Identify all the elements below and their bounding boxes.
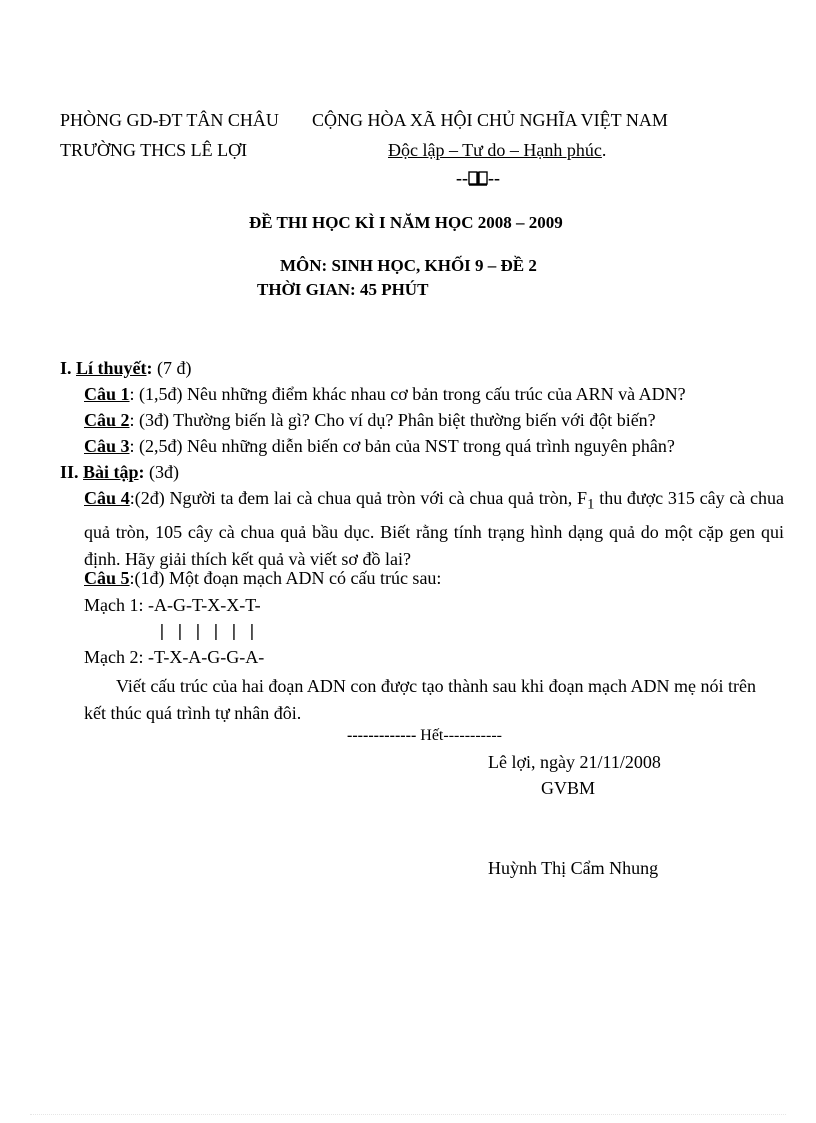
question-5-task: Viết cấu trúc của hai đoạn ADN con được tạo thành sau khi đoạn mạch ADN mẹ nói trên kết thúc quá trình tự nhân đôi. — [84, 676, 757, 723]
bond-line: | — [249, 621, 255, 640]
question-label: Câu 5 — [84, 568, 130, 588]
end-dashes-left: ------------- — [347, 727, 421, 744]
question-1 — [84, 383, 686, 405]
book-icon — [468, 170, 488, 186]
ornament-dashes-left: -- — [456, 168, 468, 188]
section-number: II. — [60, 462, 79, 482]
dna-strand-1: Mạch 1: -A-G-T-X-X-T- — [84, 595, 261, 615]
question-4 — [84, 485, 784, 573]
question-text: : (1,5đ) Nêu những điểm khác nhau cơ bản trong cấu trúc của ARN và ADN? — [129, 384, 686, 404]
question-3 — [84, 435, 675, 457]
question-5 — [84, 567, 441, 589]
question-text: : (2,5đ) Nêu những diễn biến cơ bản của NST trong quá trình nguyên phân? — [129, 436, 675, 456]
signer-name: Huỳnh Thị Cẩm Nhung — [488, 858, 659, 878]
bond-line: | — [177, 621, 183, 640]
section-exercise-heading — [60, 461, 179, 483]
end-word: Hết — [420, 727, 444, 744]
motto-text: Độc lập – Tư do – Hạnh phúc — [388, 140, 602, 160]
header-ornament — [456, 167, 500, 189]
department-name: PHÒNG GD-ĐT TÂN CHÂU — [60, 110, 279, 130]
bond-line: | — [195, 621, 201, 640]
subscript: 1 — [586, 496, 595, 513]
question-text-continued: thu được 315 cây cà chua quả tròn, 105 cây cà chua quả bầu dục. Biết rằng tính trạng hình dạng quả do một cặp gen qui định. Hãy giải thích kết quả và viết sơ đồ lai? — [84, 488, 784, 569]
school-name: TRƯỜNG THCS LÊ LỢI — [60, 140, 248, 160]
question-label: Câu 4 — [84, 488, 130, 508]
section-colon: : — [146, 358, 153, 378]
time-line: THỜI GIAN: 45 PHÚT — [257, 280, 429, 299]
dna-strand-2: Mạch 2: -T-X-A-G-G-A- — [84, 647, 265, 667]
section-theory-heading — [60, 357, 192, 379]
section-points: (7 đ) — [152, 358, 192, 378]
motto-end: . — [601, 140, 607, 160]
section-label: Lí thuyết — [76, 358, 147, 378]
bond-line: | — [213, 621, 219, 640]
place-date: Lê lợi, ngày 21/11/2008 — [488, 752, 661, 772]
question-2 — [84, 409, 656, 431]
end-marker — [347, 725, 502, 747]
question-text: : (3đ) Thường biến là gì? Cho ví dụ? Phân biệt thường biến với đột biến? — [129, 410, 656, 430]
question-label: Câu 1 — [84, 384, 130, 404]
bond-line: | — [231, 621, 237, 640]
ornament-dashes-right: -- — [488, 168, 500, 188]
question-text: :(2đ) Người ta đem lai cà chua quả tròn với cà chua quả tròn, F — [129, 488, 587, 508]
section-colon: : — [138, 462, 145, 482]
section-points: (3đ) — [144, 462, 180, 482]
question-label: Câu 2 — [84, 410, 130, 430]
nation-name: CỘNG HÒA XÃ HỘI CHỦ NGHĨA VIỆT NAM — [312, 110, 668, 130]
bond-line: | — [159, 621, 165, 640]
section-number: I. — [60, 358, 72, 378]
subject-line: MÔN: SINH HỌC, KHỐI 9 – ĐỀ 2 — [280, 256, 537, 275]
question-text: :(1đ) Một đoạn mạch ADN có cấu trúc sau: — [129, 568, 442, 588]
motto — [388, 139, 606, 161]
page-edge-divider — [30, 1114, 786, 1115]
question-label: Câu 3 — [84, 436, 130, 456]
exam-title: ĐỀ THI HỌC KÌ I NĂM HỌC 2008 – 2009 — [249, 213, 563, 232]
dna-bonds — [153, 620, 261, 642]
signer-role: GVBM — [541, 778, 596, 798]
end-dashes-right: ----------- — [443, 727, 502, 744]
section-label: Bài tập — [83, 462, 139, 482]
